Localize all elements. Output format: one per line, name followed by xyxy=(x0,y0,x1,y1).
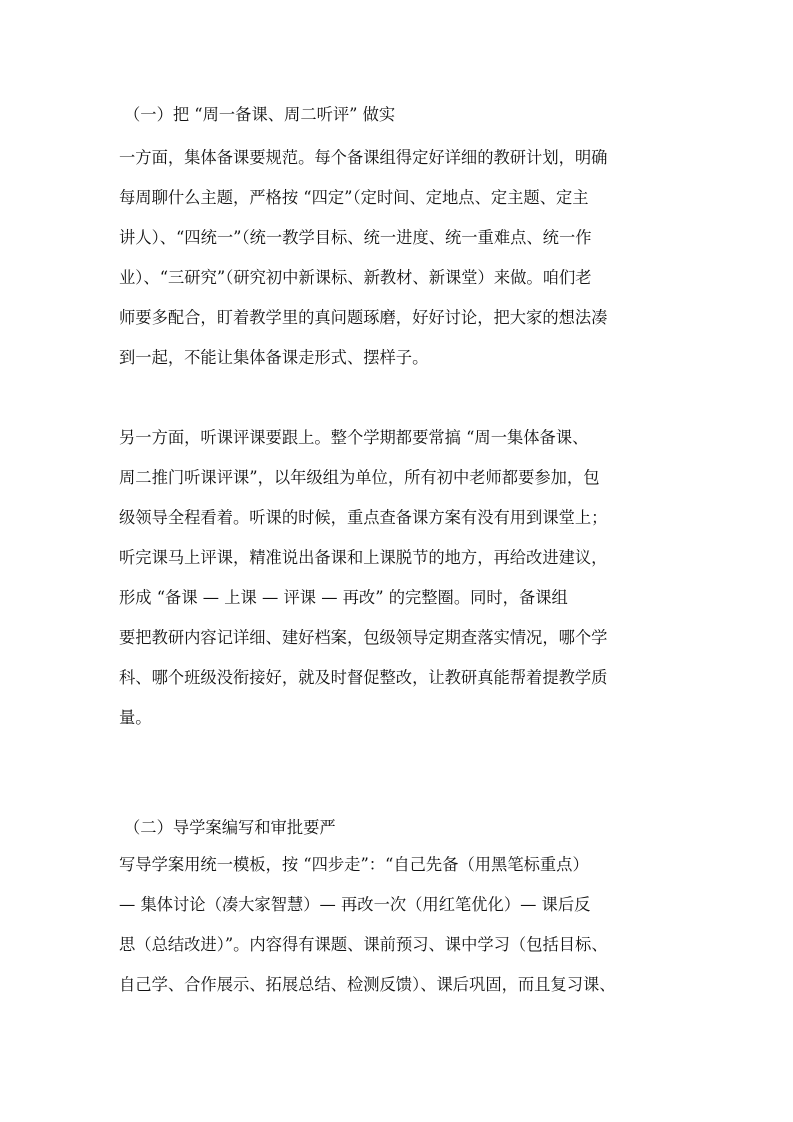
paragraph-line: 每周聊什么主题，严格按 “四定”（定时间、定地点、定主题、定主 xyxy=(119,188,589,207)
section-heading-1: （一）把 “周一备课、周二听评” 做实 xyxy=(124,105,396,124)
paragraph-line: 思（总结改进）”。内容得有课题、课前预习、课中学习（包括目标、 xyxy=(119,935,608,954)
section-heading-2: （二）导学案编写和审批要严 xyxy=(124,818,336,837)
paragraph-line: 级领导全程看着。听课的时候，重点查备课方案有没有用到课堂上； xyxy=(119,508,608,527)
paragraph-line: 讲人）、“四统一”（统一教学目标、统一进度、统一重难点、统一作 xyxy=(119,228,592,247)
paragraph-line: 另一方面，听课评课要跟上。整个学期都要常搞 “周一集体备课、 xyxy=(119,428,589,447)
paragraph-line: 业）、“三研究”（研究初中新课标、新教材、新课堂）来做。咱们老 xyxy=(119,268,592,287)
paragraph-line: 要把教研内容记详细、建好档案，包级领导定期查落实情况，哪个学 xyxy=(119,628,608,647)
paragraph-line: 听完课马上评课，精准说出备课和上课脱节的地方，再给改进建议， xyxy=(119,548,608,567)
paragraph-line: 师要多配合，盯着教学里的真问题琢磨，好好讨论，把大家的想法凑 xyxy=(119,308,608,327)
paragraph-line: 到一起，不能让集体备课走形式、摆样子。 xyxy=(119,348,429,367)
paragraph-line: 周二推门听课评课”，以年级组为单位，所有初中老师都要参加，包 xyxy=(119,468,600,487)
paragraph-line: 量。 xyxy=(119,708,152,727)
paragraph-line: 一方面，集体备课要规范。每个备课组得定好详细的教研计划，明确 xyxy=(119,148,608,167)
paragraph-line: — 集体讨论（凑大家智慧）— 再改一次（用红笔优化）— 课后反 xyxy=(119,895,591,914)
paragraph-line: 自己学、合作展示、拓展总结、检测反馈）、课后巩固，而且复习课、 xyxy=(119,975,616,994)
paragraph-line: 形成 “备课 — 上课 — 评课 — 再改” 的完整圈。同时，备课组 xyxy=(119,588,568,607)
paragraph-line: 科、哪个班级没衔接好，就及时督促整改，让教研真能帮着提教学质 xyxy=(119,668,608,687)
paragraph-line: 写导学案用统一模板，按 “四步走”：“自己先备（用黑笔标重点） xyxy=(119,855,589,874)
